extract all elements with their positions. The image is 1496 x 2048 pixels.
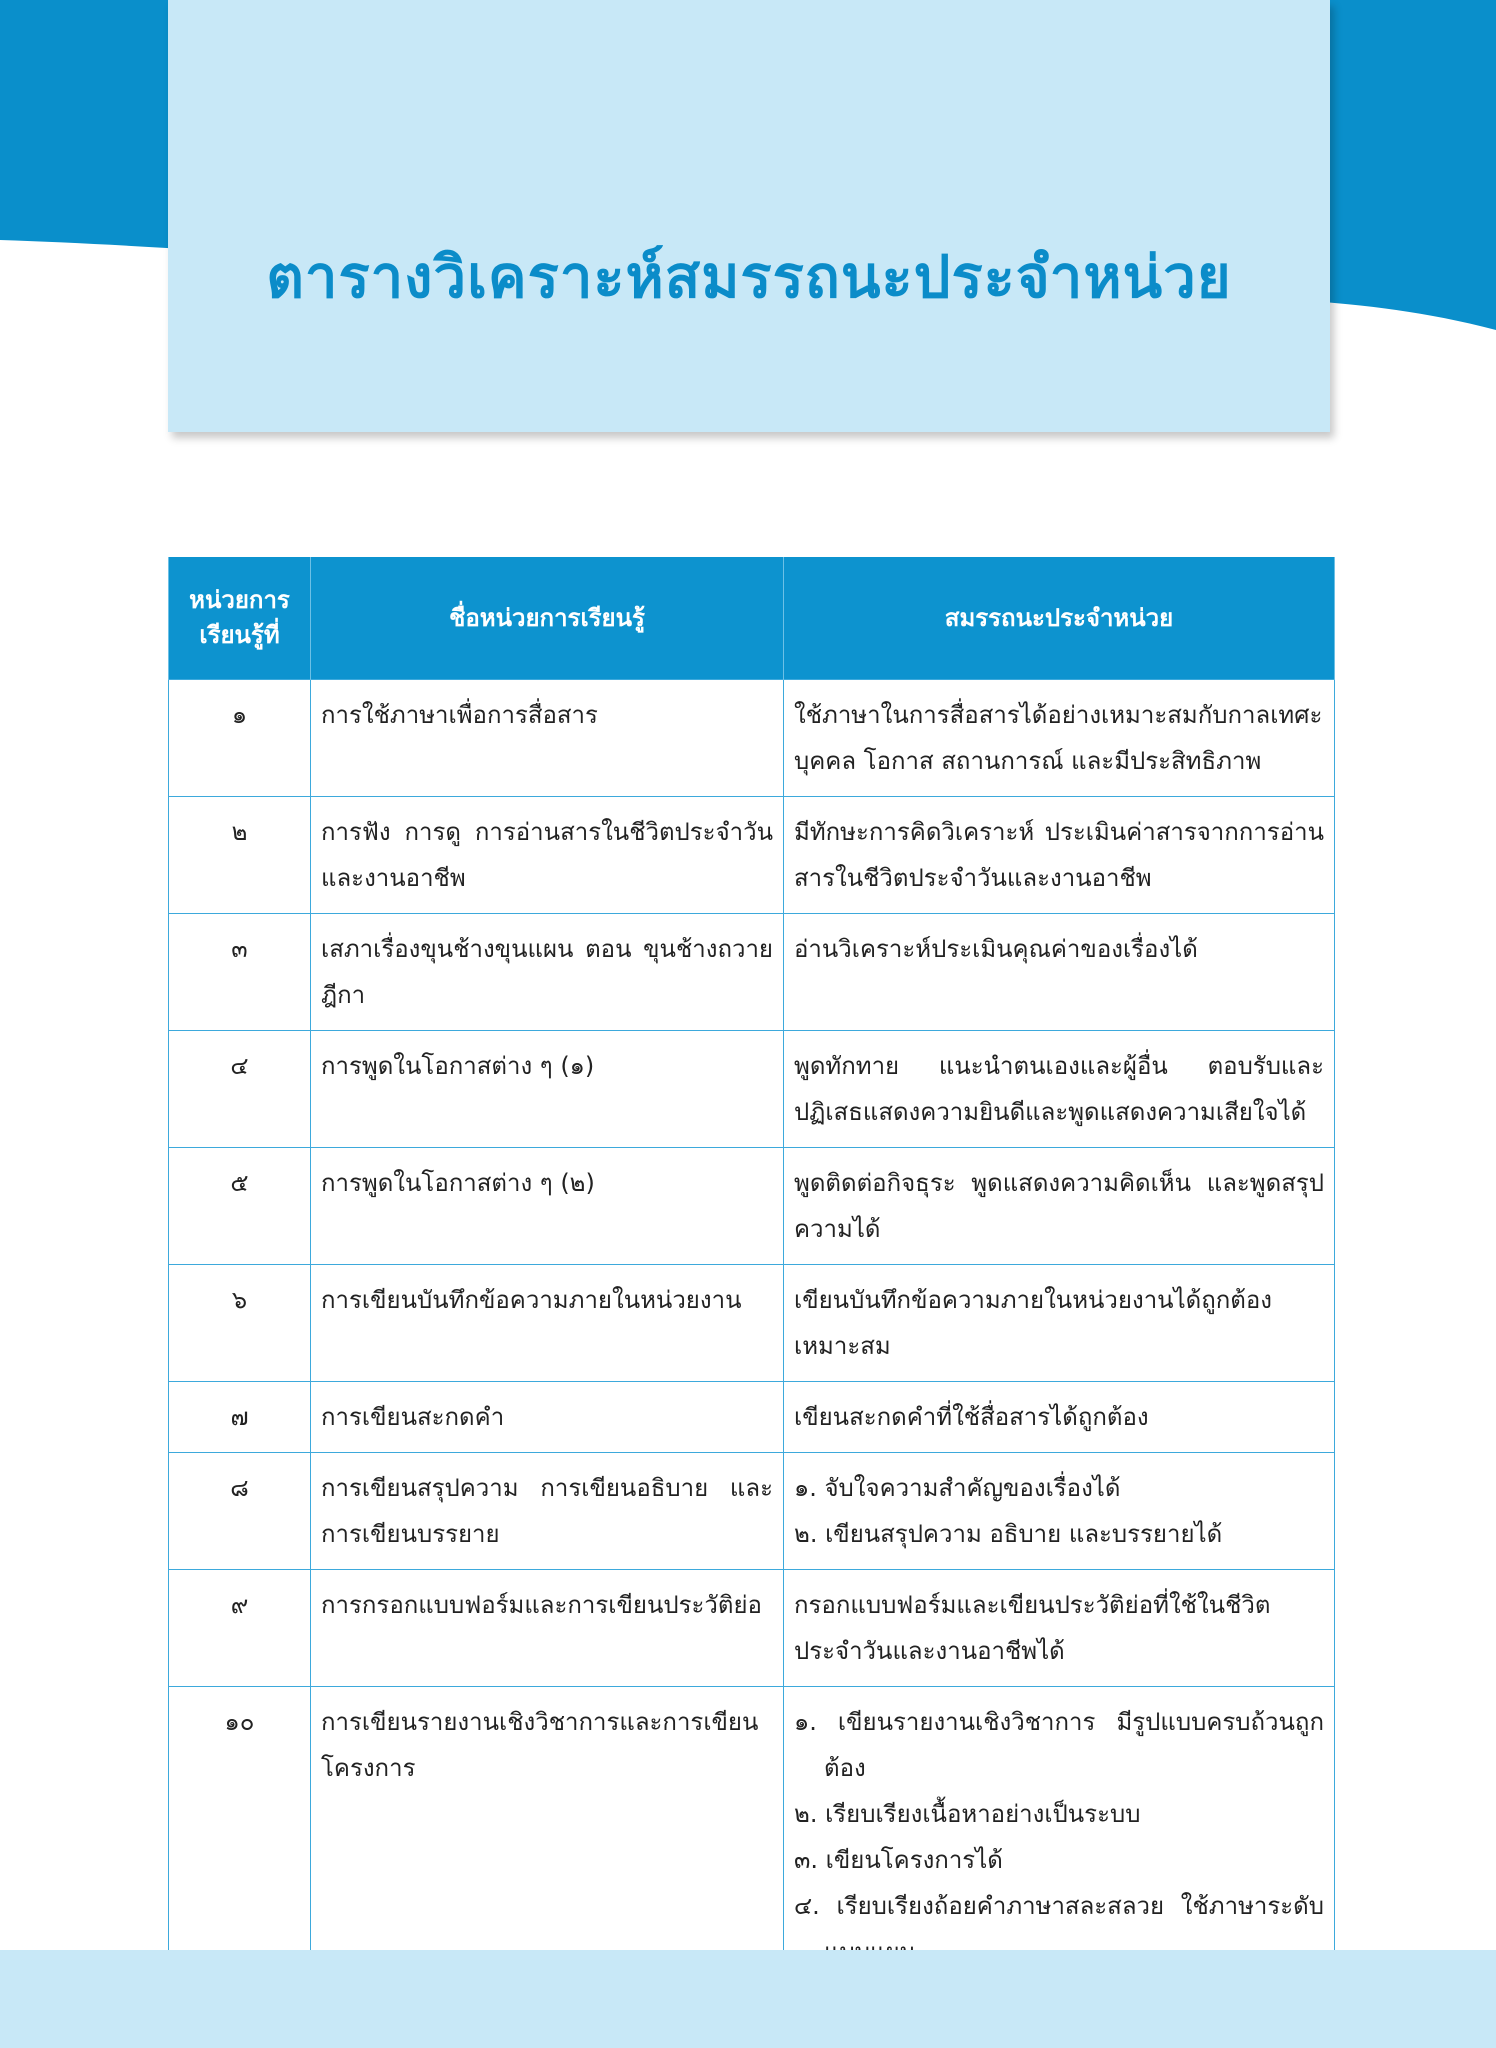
competency-text: อ่านวิเคราะห์ประเมินคุณค่าของเรื่องได้ [794, 935, 1198, 963]
page-title: ตารางวิเคราะห์สมรรถนะประจำหน่วย [266, 242, 1232, 311]
table-row [169, 1148, 1335, 1265]
unit-name-cell: การเขียนสะกดคำ [311, 1382, 784, 1453]
unit-name-cell: การกรอกแบบฟอร์มและการเขียนประวัติย่อ [311, 1570, 784, 1687]
table-row [169, 680, 1335, 797]
header-unit-name: ชื่อหน่วยการเรียนรู้ [311, 557, 784, 680]
table-row [169, 1382, 1335, 1453]
unit-number-cell: ๑๐ [169, 1687, 311, 1988]
unit-number-cell: ๑ [169, 680, 311, 797]
competency-list-item: ๒. เขียนสรุปความ อธิบาย และบรรยายได้ [794, 1520, 1223, 1548]
unit-number-cell: ๙ [169, 1570, 311, 1687]
unit-number-cell: ๗ [169, 1382, 311, 1453]
table-header-row [169, 557, 1335, 680]
competency-text: มีทักษะการคิดวิเคราะห์ ประเมินค่าสารจากการอ่านสารในชีวิตประจำวันและงานอาชีพ [794, 818, 1324, 892]
unit-name-cell: การเขียนสรุปความ การเขียนอธิบาย และการเขียนบรรยาย [311, 1453, 784, 1570]
unit-name-cell: การพูดในโอกาสต่าง ๆ (๒) [311, 1148, 784, 1265]
header-competency: สมรรถนะประจำหน่วย [784, 557, 1335, 680]
competency-list-item: ๑. จับใจความสำคัญของเรื่องได้ [794, 1474, 1121, 1502]
footer-band [0, 1950, 1496, 2048]
table-row [169, 914, 1335, 1031]
competency-cell [784, 680, 1335, 797]
competency-cell [784, 1382, 1335, 1453]
competency-list-item: ๒. เรียบเรียงเนื้อหาอย่างเป็นระบบ [794, 1800, 1141, 1828]
table-row [169, 797, 1335, 914]
competency-cell [784, 1265, 1335, 1382]
competency-cell [784, 1148, 1335, 1265]
unit-name-cell: การพูดในโอกาสต่าง ๆ (๑) [311, 1031, 784, 1148]
unit-name-cell: เสภาเรื่องขุนช้างขุนแผน ตอน ขุนช้างถวายฎีกา [311, 914, 784, 1031]
table-body [169, 680, 1335, 1988]
unit-name-cell: การฟัง การดู การอ่านสารในชีวิตประจำวันและงานอาชีพ [311, 797, 784, 914]
unit-number-cell: ๖ [169, 1265, 311, 1382]
table-row [169, 1265, 1335, 1382]
unit-name-cell: การเขียนบันทึกข้อความภายในหน่วยงาน [311, 1265, 784, 1382]
competency-text: พูดทักทาย แนะนำตนเองและผู้อื่น ตอบรับและปฏิเสธแสดงความยินดีและพูดแสดงความเสียใจได้ [794, 1052, 1324, 1126]
unit-number-cell: ๔ [169, 1031, 311, 1148]
competency-list-item: ๔. เรียบเรียงถ้อยคำภาษาสละสลวย ใช้ภาษาระดับ [794, 1892, 1324, 1920]
unit-name-cell: การใช้ภาษาเพื่อการสื่อสาร [311, 680, 784, 797]
competency-cell [784, 797, 1335, 914]
competency-list-item: ๑. เขียนรายงานเชิงวิชาการ มีรูปแบบครบถ้วนถูกต้อง [794, 1708, 1324, 1782]
unit-number-cell: ๒ [169, 797, 311, 914]
table-row [169, 1570, 1335, 1687]
unit-number-cell: ๓ [169, 914, 311, 1031]
title-card [168, 0, 1330, 432]
header-unit-number: หน่วยการเรียนรู้ที่ [169, 557, 311, 680]
table-row [169, 1687, 1335, 1988]
competency-table [168, 557, 1335, 1988]
competency-text: พูดติดต่อกิจธุระ พูดแสดงความคิดเห็น และพูดสรุปความได้ [794, 1169, 1324, 1243]
unit-number-cell: ๕ [169, 1148, 311, 1265]
competency-cell [784, 1031, 1335, 1148]
competency-text: กรอกแบบฟอร์มและเขียนประวัติย่อที่ใช้ในชีวิตประจำวันและงานอาชีพได้ [794, 1591, 1271, 1665]
table-row [169, 1031, 1335, 1148]
table-row [169, 1453, 1335, 1570]
competency-cell [784, 1453, 1335, 1570]
competency-text: เขียนบันทึกข้อความภายในหน่วยงานได้ถูกต้องเหมาะสม [794, 1286, 1273, 1360]
competency-cell [784, 1687, 1335, 1988]
competency-text: ใช้ภาษาในการสื่อสารได้อย่างเหมาะสมกับกาลเทศะ บุคคล โอกาส สถานการณ์ และมีประสิทธิภาพ [794, 701, 1323, 775]
competency-list-item: ๓. เขียนโครงการได้ [794, 1846, 1003, 1874]
competency-text: เขียนสะกดคำที่ใช้สื่อสารได้ถูกต้อง [794, 1403, 1149, 1431]
unit-name-cell: การเขียนรายงานเชิงวิชาการและการเขียนโครงการ [311, 1687, 784, 1988]
competency-cell [784, 914, 1335, 1031]
unit-number-cell: ๘ [169, 1453, 311, 1570]
competency-cell [784, 1570, 1335, 1687]
